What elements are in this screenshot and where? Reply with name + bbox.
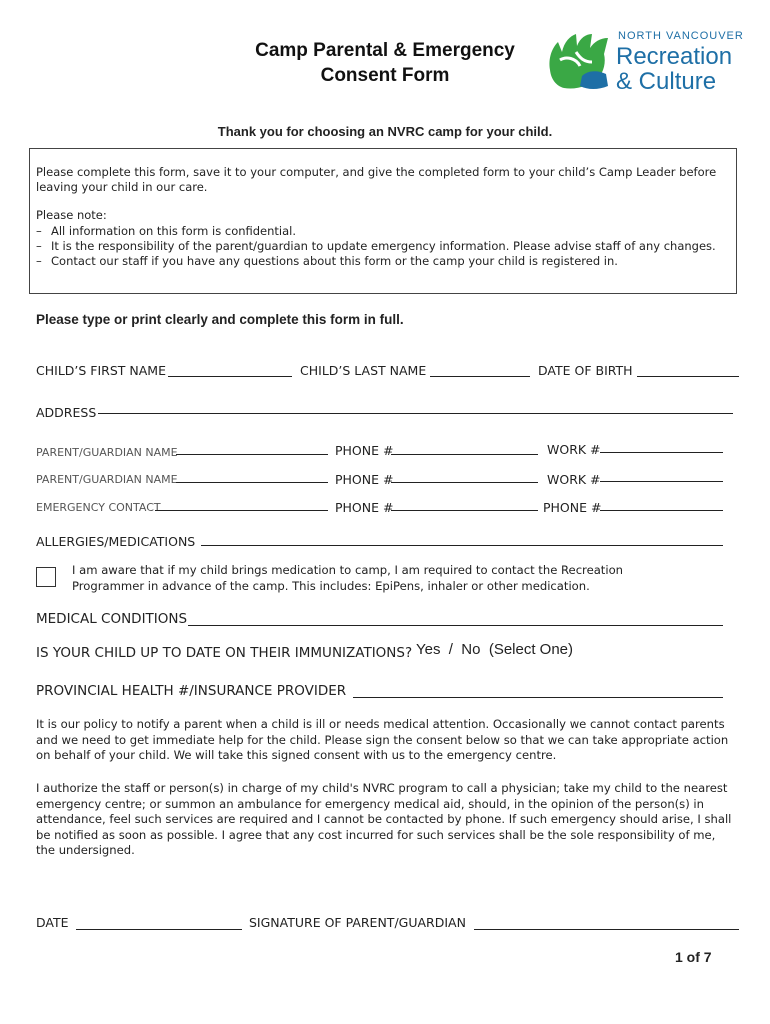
authorization-paragraph: I authorize the staff or person(s) in charge of my child's NVRC program to call a physician; take my child to the nearest emergency centre; or summon an ambulance for emergency medical aid, should, in the opinion of the person(s) in attendance, feel such services are required and I cannot be contacted by phone. If such emergency should arise, I shall be notified as soon as possible. I agree that any cost incurred for such services shall be the sole responsibility of me, the undersigned. xyxy=(36,781,732,858)
last-name-label: CHILD’S LAST NAME xyxy=(300,363,427,378)
date-label: DATE xyxy=(36,915,69,930)
signature-field[interactable] xyxy=(474,929,739,930)
medication-ack-text: I am aware that if my child brings medication to camp, I am required to contact the Recreation Programmer in advance of the camp. This includes: EpiPens, inhaler or other medication. xyxy=(72,563,624,593)
emergency-contact-field[interactable] xyxy=(155,510,328,511)
address-label: ADDRESS xyxy=(36,405,97,420)
parent2-work-field[interactable] xyxy=(600,481,723,482)
emergency-phone2-field[interactable] xyxy=(600,510,723,511)
last-name-field[interactable] xyxy=(430,376,530,377)
date-field[interactable] xyxy=(76,929,242,930)
dob-field[interactable] xyxy=(637,376,739,377)
logo-text xyxy=(616,44,732,94)
form-title-line2: Consent Form xyxy=(320,65,450,86)
address-field[interactable] xyxy=(98,413,733,414)
thanks-text: Thank you for choosing an NVRC camp for your child. xyxy=(217,124,553,139)
parent2-phone-field[interactable] xyxy=(391,482,538,483)
page-number: 1 of 7 xyxy=(675,949,712,965)
allergies-label: ALLERGIES/MEDICATIONS xyxy=(36,534,196,549)
immunization-label: IS YOUR CHILD UP TO DATE ON THEIR IMMUNIZATIONS? xyxy=(36,645,413,661)
first-name-field[interactable] xyxy=(168,376,292,377)
parent1-label: PARENT/GUARDIAN NAME xyxy=(36,446,178,459)
parent2-field[interactable] xyxy=(176,482,328,483)
signature-label: SIGNATURE OF PARENT/GUARDIAN xyxy=(249,915,466,930)
parent2-label: PARENT/GUARDIAN NAME xyxy=(36,473,178,486)
form-title xyxy=(220,38,550,88)
parent1-field[interactable] xyxy=(176,454,328,455)
parent2-phone-label: PHONE # xyxy=(335,472,394,487)
allergies-field[interactable] xyxy=(201,545,723,546)
parent1-phone-label: PHONE # xyxy=(335,443,394,458)
dob-label: DATE OF BIRTH xyxy=(538,363,633,378)
immunization-choice[interactable]: Yes / No (Select One) xyxy=(416,641,574,658)
info-note-heading: Please note: xyxy=(36,208,107,222)
first-name-label: CHILD’S FIRST NAME xyxy=(36,363,166,378)
form-instructions: Please type or print clearly and complete this form in full. xyxy=(36,312,404,327)
emergency-contact-label: EMERGENCY CONTACT xyxy=(36,501,161,514)
info-intro: Please complete this form, save it to your computer, and give the completed form to your child’s Camp Leader before leaving your child in our care. xyxy=(36,165,717,194)
info-note-item: – It is the responsibility of the parent/guardian to update emergency information. Please advise staff of any changes. xyxy=(36,239,731,254)
nvrc-logo-mark-icon xyxy=(546,32,612,94)
medical-conditions-label: MEDICAL CONDITIONS xyxy=(36,611,188,627)
medication-ack-checkbox[interactable] xyxy=(36,567,56,587)
emergency-phone2-label: PHONE # xyxy=(543,500,602,515)
medical-conditions-field[interactable] xyxy=(188,625,723,626)
parent1-phone-field[interactable] xyxy=(391,454,538,455)
info-notes-list xyxy=(36,224,731,269)
form-title-line1: Camp Parental & Emergency xyxy=(255,40,515,61)
parent1-work-label: WORK # xyxy=(547,442,601,457)
emergency-phone-label: PHONE # xyxy=(335,500,394,515)
info-note-item: – Contact our staff if you have any questions about this form or the camp your child is registered in. xyxy=(36,254,731,269)
logo-line1: Recreation xyxy=(616,43,733,70)
emergency-phone-field[interactable] xyxy=(391,510,538,511)
health-number-field[interactable] xyxy=(353,697,723,698)
logo-small-text: NORTH VANCOUVER xyxy=(618,30,744,42)
policy-paragraph: It is our policy to notify a parent when a child is ill or needs medical attention. Occasionally we cannot contact parents and we need to get immediate help for the child. Please sign the consent below so that we can take appropriate action on behalf of your child. We will take this signed consent with us to the emergency centre. xyxy=(36,717,729,763)
info-note-item: – All information on this form is confidential. xyxy=(36,224,731,239)
parent2-work-label: WORK # xyxy=(547,472,601,487)
parent1-work-field[interactable] xyxy=(600,452,723,453)
logo-line2: & Culture xyxy=(616,68,717,95)
health-number-label: PROVINCIAL HEALTH #/INSURANCE PROVIDER xyxy=(36,683,347,699)
